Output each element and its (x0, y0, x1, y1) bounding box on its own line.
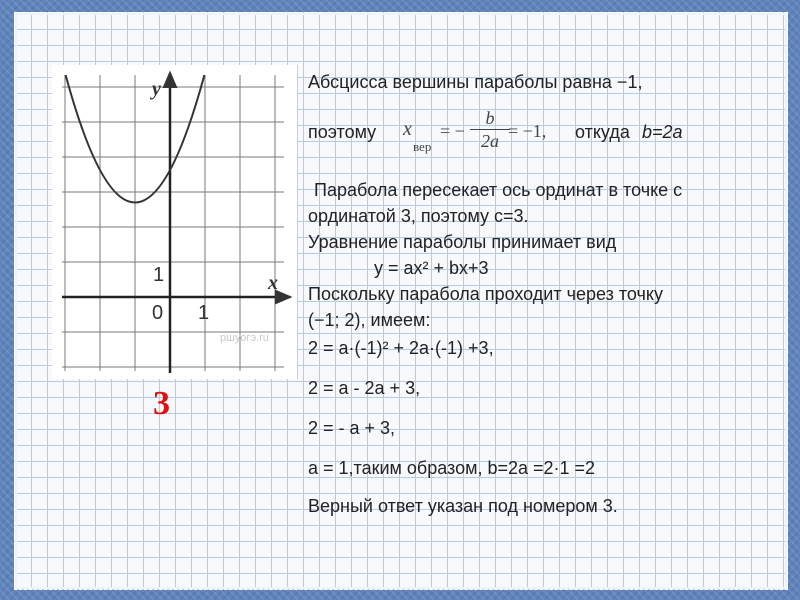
formula-eq-minus: = − (440, 121, 465, 141)
fraction-numerator: b (485, 108, 495, 128)
parabola-graph (52, 65, 298, 379)
line-intersect-axis: Парабола пересекает ось ординат в точке с (314, 180, 683, 200)
line-substitution: 2 = a·(-1)² + 2a·(-1) +3, (308, 338, 494, 358)
line-therefore: поэтому (308, 122, 377, 142)
formula-fraction (470, 108, 510, 151)
x-axis-label: x (268, 272, 278, 294)
problem-number: 3 (153, 385, 170, 422)
fraction-denominator: 2a (481, 131, 499, 151)
y-tick-label: 1 (153, 264, 165, 286)
formula-x: x (403, 118, 412, 140)
fraction-bar (470, 129, 510, 130)
line-whence: откуда (575, 122, 630, 142)
formula-x-subscript: вер (413, 139, 432, 154)
line-equation: y = ax² + bx+3 (374, 258, 489, 278)
formula-eq-result: = −1, (508, 121, 547, 141)
line-answer: Верный ответ указан под номером 3. (308, 496, 618, 516)
line-passes-through: Поскольку парабола проходит через точку (308, 284, 663, 304)
line-simplify-1: 2 = a - 2a + 3, (308, 378, 421, 398)
line-equation-form: Уравнение параболы принимает вид (308, 232, 617, 252)
line-simplify-2: 2 = - a + 3, (308, 418, 396, 438)
line-ordinate-3: ординатой 3, поэтому c=3. (308, 206, 529, 226)
line-b-equals: b=2a (642, 122, 683, 142)
line-result: a = 1,таким образом, b=2a =2·1 =2 (308, 458, 596, 478)
origin-label: 0 (152, 302, 164, 324)
watermark: ршуогэ.ru (220, 332, 269, 344)
line-point: (−1; 2), имеем: (308, 310, 431, 330)
line-vertex-abscissa: Абсцисса вершины параболы равна −1, (308, 72, 643, 92)
graph-svg (52, 65, 297, 379)
y-axis-label: y (152, 78, 161, 100)
graph-grid (62, 75, 284, 371)
x-tick-label: 1 (198, 302, 210, 324)
